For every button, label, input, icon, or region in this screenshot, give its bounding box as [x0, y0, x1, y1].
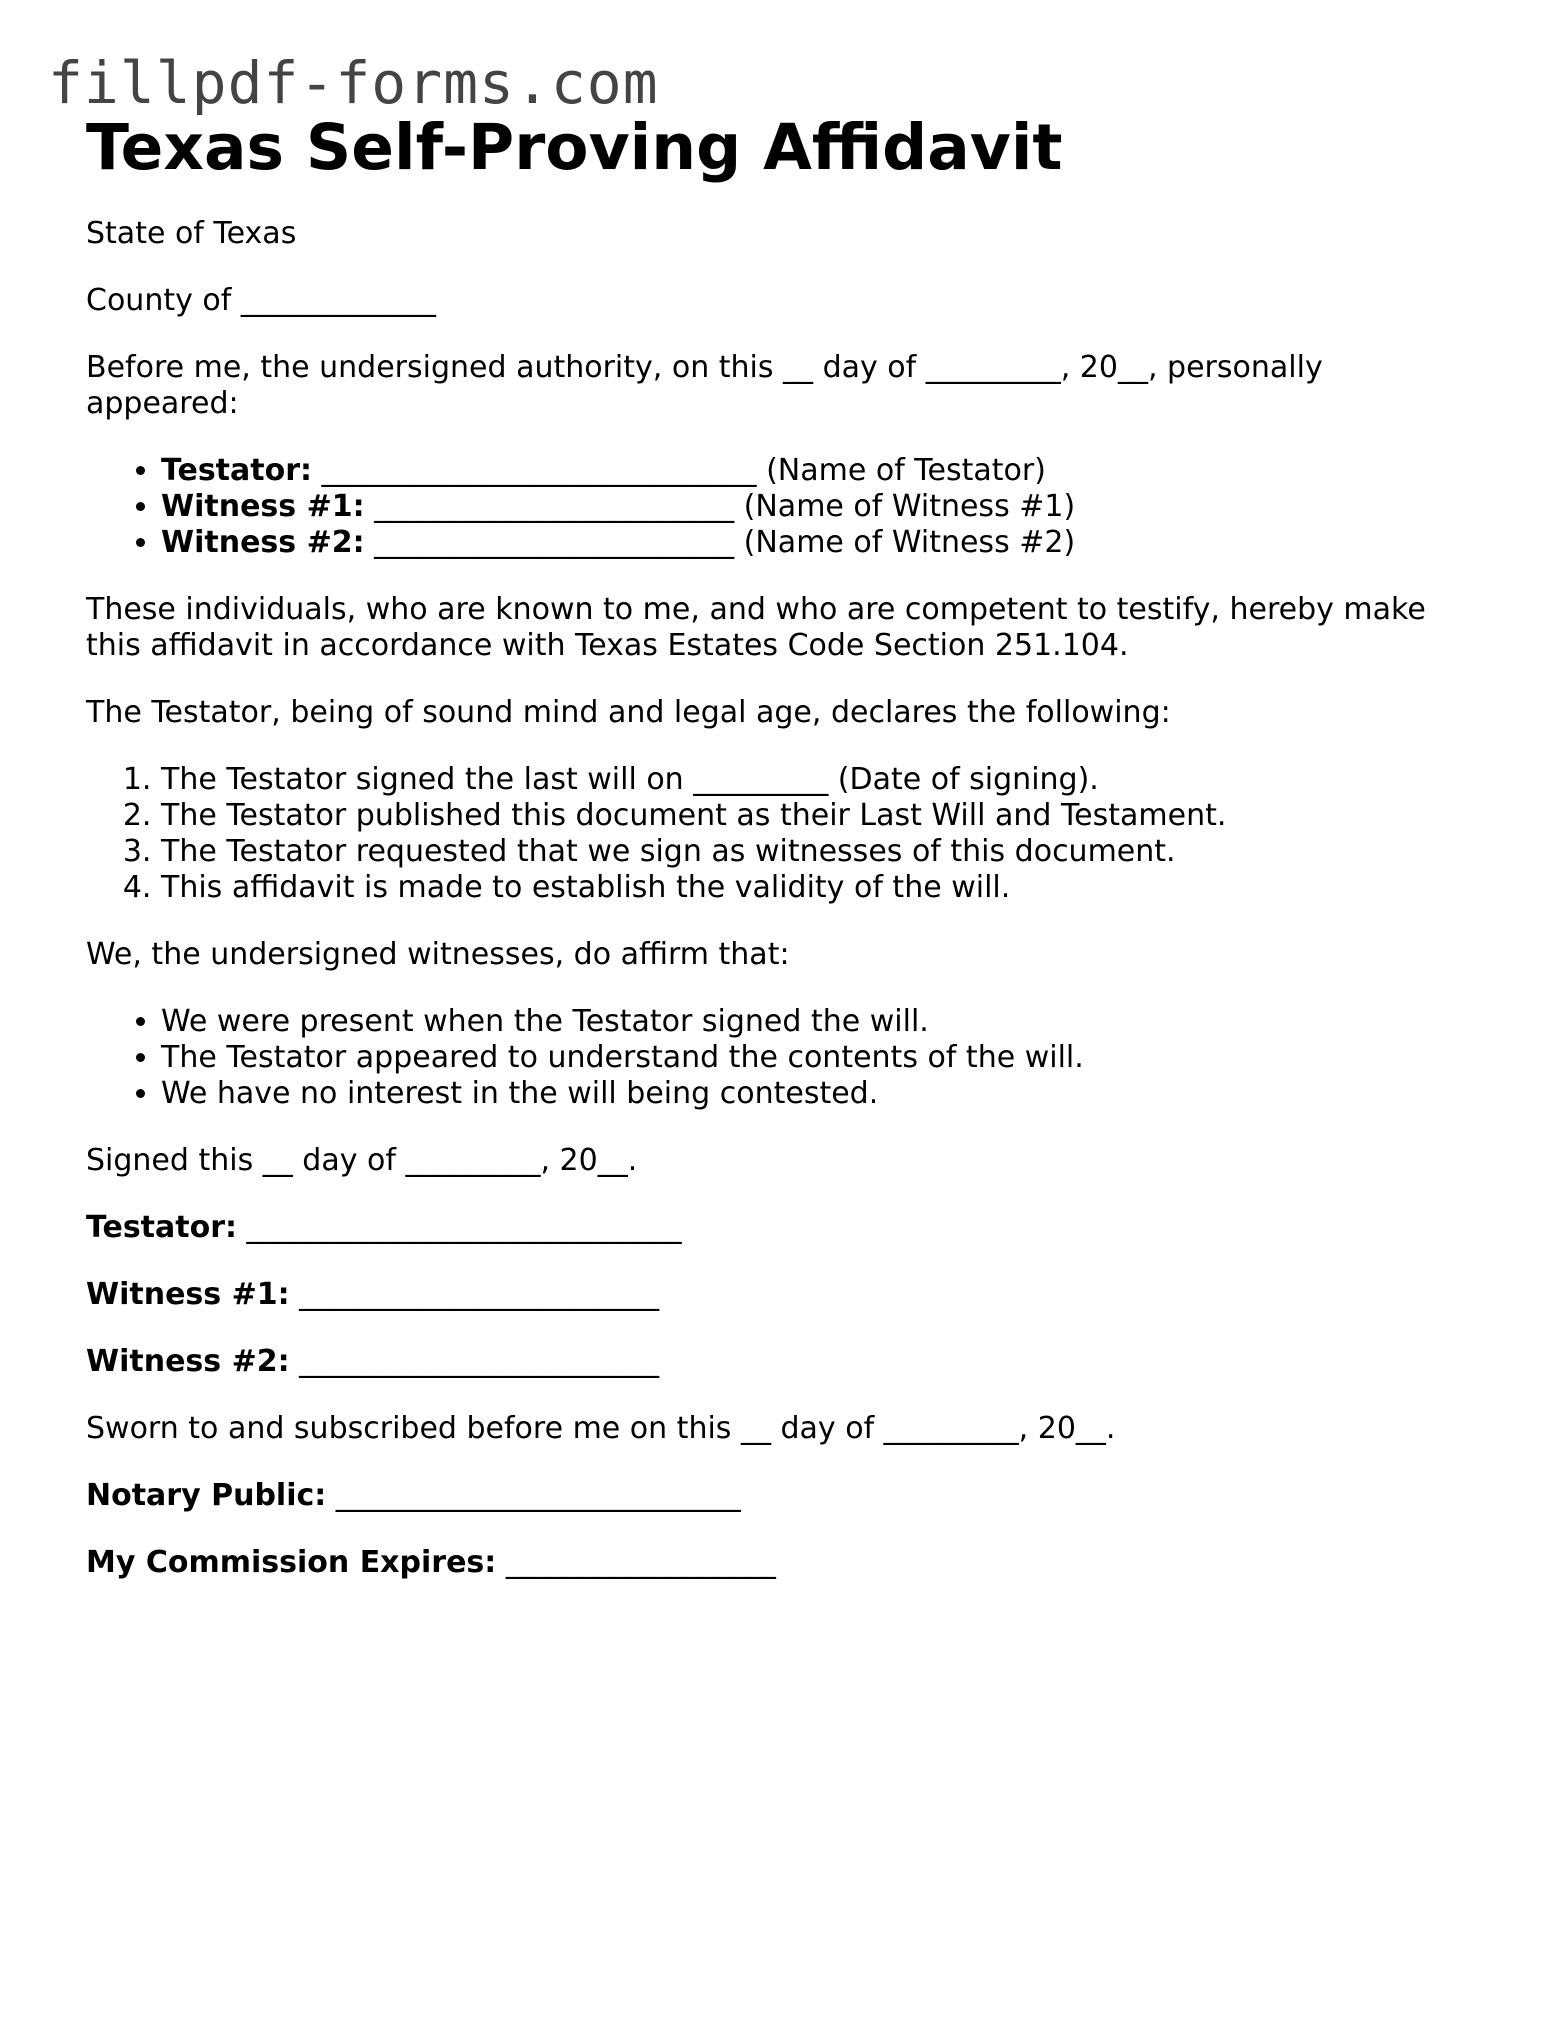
party-witness-1 [161, 489, 1486, 525]
party-blank: ________________________ (Name of Witness #2) [364, 525, 1076, 560]
commission-blank: __________________ [496, 1545, 776, 1580]
intro-paragraph: Before me, the undersigned authority, on this __ day of _________, 20__, personally appeared: [86, 350, 1323, 421]
declaration-intro: The Testator, being of sound mind and legal age, declares the following: [86, 695, 1171, 730]
declaration-item: 1. The Testator signed the last will on _________ (Date of signing). [161, 762, 1486, 798]
competence-paragraph: These individuals, who are known to me, and who are competent to testify, hereby make this affidavit in accordance with Texas Estates Code Section 251.104. [86, 592, 1426, 663]
affirmations-list [86, 1004, 1486, 1112]
page-title: Texas Self-Proving Affidavit [86, 111, 1063, 184]
notary-line [86, 1478, 1486, 1514]
party-label: Testator: [161, 453, 313, 488]
document-page [86, 108, 1486, 1612]
watermark: fillpdf-forms.com [48, 49, 659, 117]
signature-blank: _____________________________ [237, 1210, 682, 1245]
notary-blank: ___________________________ [326, 1478, 741, 1513]
signature-label: Witness #1: [86, 1277, 290, 1312]
affirmation-item: • We have no interest in the will being contested. [161, 1076, 1486, 1112]
party-blank: _____________________________ (Name of Testator) [312, 453, 1046, 488]
party-label: Witness #1: [161, 489, 365, 524]
declaration-item: 4. This affidavit is made to establish the validity of the will. [161, 870, 1486, 906]
affirm-intro: We, the undersigned witnesses, do affirm that: [86, 937, 790, 972]
affirmation-item: • The Testator appeared to understand the contents of the will. [161, 1040, 1486, 1076]
signature-witness-2 [86, 1344, 1486, 1380]
signature-blank: ________________________ [289, 1277, 660, 1312]
notary-label: Notary Public: [86, 1478, 327, 1513]
declaration-item: 2. The Testator published this document as their Last Will and Testament. [161, 798, 1486, 834]
signature-testator [86, 1210, 1486, 1246]
signature-label: Testator: [86, 1210, 238, 1245]
signature-witness-1 [86, 1277, 1486, 1313]
declaration-item: 3. The Testator requested that we sign as witnesses of this document. [161, 834, 1486, 870]
commission-label: My Commission Expires: [86, 1545, 497, 1580]
party-witness-2 [161, 525, 1486, 561]
signed-line: Signed this __ day of _________, 20__. [86, 1143, 638, 1178]
signature-blank: ________________________ [289, 1344, 660, 1379]
party-blank: ________________________ (Name of Witness #1) [364, 489, 1076, 524]
party-testator [161, 453, 1486, 489]
state-line: State of Texas [86, 216, 297, 251]
affirmation-item: • We were present when the Testator signed the will. [161, 1004, 1486, 1040]
party-label: Witness #2: [161, 525, 365, 560]
commission-line [86, 1545, 1486, 1581]
sworn-line: Sworn to and subscribed before me on this __ day of _________, 20__. [86, 1411, 1116, 1446]
signature-label: Witness #2: [86, 1344, 290, 1379]
parties-list [86, 453, 1486, 561]
declarations-list [86, 762, 1486, 906]
county-line: County of _____________ [86, 283, 436, 318]
